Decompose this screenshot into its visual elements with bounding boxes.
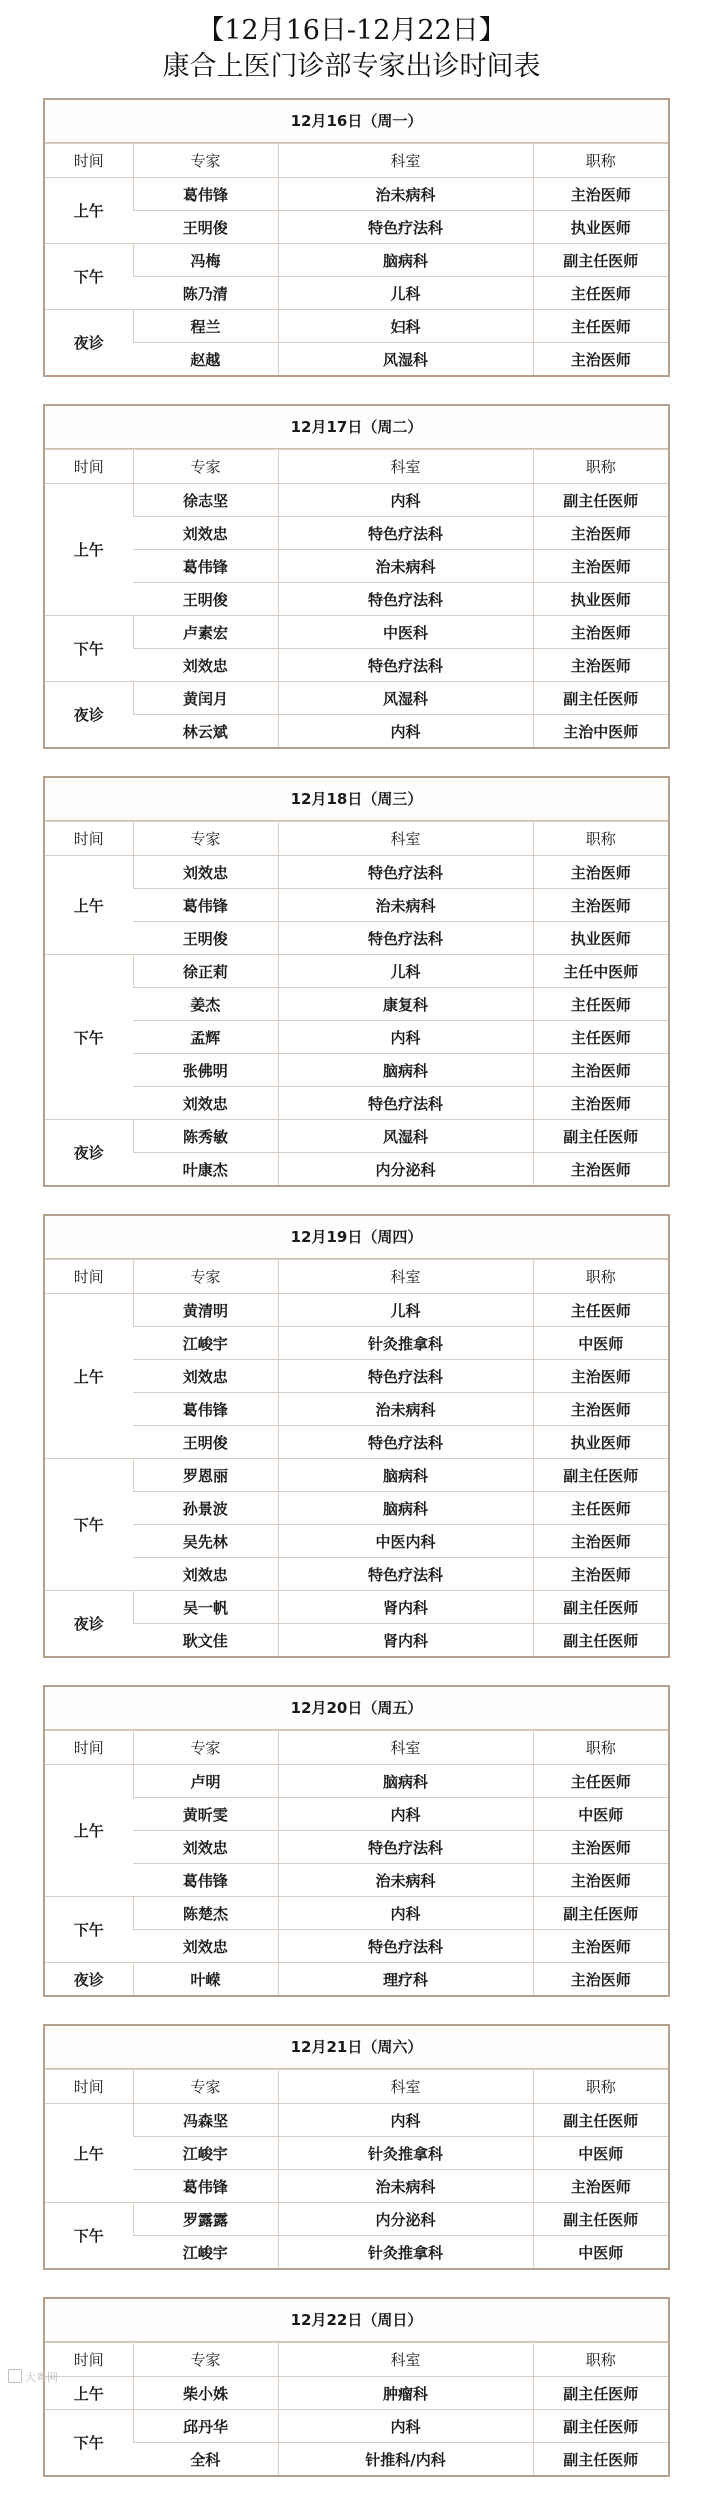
expert-cell: 王明俊	[133, 922, 278, 955]
expert-cell: 张佛明	[133, 1054, 278, 1087]
header-row	[45, 2343, 668, 2377]
expert-cell: 孟辉	[133, 1021, 278, 1054]
day-schedule-card	[43, 776, 670, 1187]
department-cell: 内科	[278, 1798, 533, 1831]
header-time: 时间	[45, 1260, 133, 1294]
table-row	[45, 1087, 668, 1120]
table-row	[45, 310, 668, 343]
day-schedule-card	[43, 2297, 670, 2477]
title-cell: 主治医师	[533, 517, 668, 550]
department-cell: 特色疗法科	[278, 649, 533, 682]
table-row	[45, 2443, 668, 2476]
time-period-cell: 下午	[45, 955, 133, 1120]
header-expert: 专家	[133, 144, 278, 178]
expert-cell: 葛伟锋	[133, 1864, 278, 1897]
header-time: 时间	[45, 2343, 133, 2377]
department-cell: 特色疗法科	[278, 1831, 533, 1864]
department-cell: 针灸推拿科	[278, 1327, 533, 1360]
table-row	[45, 517, 668, 550]
header-time: 时间	[45, 144, 133, 178]
table-row	[45, 889, 668, 922]
time-period-cell: 夜诊	[45, 1120, 133, 1186]
table-row	[45, 616, 668, 649]
header-department: 科室	[278, 1260, 533, 1294]
department-cell: 内科	[278, 484, 533, 517]
table-row	[45, 178, 668, 211]
table-row	[45, 211, 668, 244]
table-row	[45, 1897, 668, 1930]
expert-cell: 陈秀敏	[133, 1120, 278, 1153]
title-cell: 副主任医师	[533, 1591, 668, 1624]
expert-cell: 刘效忠	[133, 1087, 278, 1120]
department-cell: 肾内科	[278, 1591, 533, 1624]
table-row	[45, 1393, 668, 1426]
expert-cell: 刘效忠	[133, 649, 278, 682]
schedule-table	[45, 449, 668, 747]
title-cell: 主治医师	[533, 1930, 668, 1963]
title-cell: 主治医师	[533, 889, 668, 922]
title-cell: 执业医师	[533, 583, 668, 616]
time-period-cell: 上午	[45, 484, 133, 616]
expert-cell: 刘效忠	[133, 517, 278, 550]
table-row	[45, 1294, 668, 1327]
expert-cell: 王明俊	[133, 211, 278, 244]
table-row	[45, 1930, 668, 1963]
table-row	[45, 484, 668, 517]
table-row	[45, 856, 668, 889]
day-date-heading: 12月21日（周六）	[45, 2026, 668, 2069]
department-cell: 针推科/内科	[278, 2443, 533, 2476]
table-row	[45, 1864, 668, 1897]
time-period-cell: 下午	[45, 244, 133, 310]
table-row	[45, 2137, 668, 2170]
department-cell: 特色疗法科	[278, 1930, 533, 1963]
time-period-cell: 上午	[45, 2377, 133, 2410]
title-cell: 中医师	[533, 1327, 668, 1360]
header-time: 时间	[45, 1731, 133, 1765]
title-cell: 副主任医师	[533, 2410, 668, 2443]
table-row	[45, 715, 668, 748]
expert-cell: 葛伟锋	[133, 550, 278, 583]
table-row	[45, 343, 668, 376]
table-row	[45, 583, 668, 616]
header-expert: 专家	[133, 2343, 278, 2377]
title-cell: 主治医师	[533, 178, 668, 211]
expert-cell: 陈乃清	[133, 277, 278, 310]
title-cell: 中医师	[533, 1798, 668, 1831]
table-row	[45, 2236, 668, 2269]
department-cell: 脑病科	[278, 1492, 533, 1525]
expert-cell: 孙景波	[133, 1492, 278, 1525]
title-cell: 主治医师	[533, 1087, 668, 1120]
expert-cell: 葛伟锋	[133, 889, 278, 922]
expert-cell: 邱丹华	[133, 2410, 278, 2443]
time-period-cell: 夜诊	[45, 310, 133, 376]
time-period-cell: 夜诊	[45, 1591, 133, 1657]
title-cell: 主治医师	[533, 649, 668, 682]
expert-cell: 徐志坚	[133, 484, 278, 517]
header-title: 职称	[533, 1260, 668, 1294]
time-period-cell: 下午	[45, 2203, 133, 2269]
title-cell: 执业医师	[533, 211, 668, 244]
title-cell: 主治医师	[533, 616, 668, 649]
table-row	[45, 1558, 668, 1591]
page-title: 康合上医门诊部专家出诊时间表	[162, 51, 541, 82]
header-title: 职称	[533, 2070, 668, 2104]
header-department: 科室	[278, 2343, 533, 2377]
department-cell: 治未病科	[278, 1393, 533, 1426]
department-cell: 儿科	[278, 277, 533, 310]
table-row	[45, 1120, 668, 1153]
table-row	[45, 1360, 668, 1393]
expert-cell: 黄清明	[133, 1294, 278, 1327]
title-cell: 主治医师	[533, 1963, 668, 1996]
department-cell: 特色疗法科	[278, 517, 533, 550]
department-cell: 特色疗法科	[278, 856, 533, 889]
department-cell: 特色疗法科	[278, 1360, 533, 1393]
header-title: 职称	[533, 450, 668, 484]
schedule-table	[45, 2342, 668, 2475]
time-period-cell: 上午	[45, 856, 133, 955]
department-cell: 妇科	[278, 310, 533, 343]
header-time: 时间	[45, 450, 133, 484]
table-row	[45, 1525, 668, 1558]
table-row	[45, 244, 668, 277]
expert-cell: 吴一帆	[133, 1591, 278, 1624]
title-cell: 主任医师	[533, 310, 668, 343]
header-time: 时间	[45, 2070, 133, 2104]
time-period-cell: 下午	[45, 1897, 133, 1963]
department-cell: 内分泌科	[278, 1153, 533, 1186]
department-cell: 特色疗法科	[278, 1087, 533, 1120]
table-row	[45, 2203, 668, 2236]
table-row	[45, 1492, 668, 1525]
title-cell: 主任医师	[533, 988, 668, 1021]
title-cell: 副主任医师	[533, 1897, 668, 1930]
watermark-text: 大粤网	[25, 2371, 58, 2384]
department-cell: 内科	[278, 2104, 533, 2137]
watermark	[8, 2369, 58, 2385]
expert-cell: 王明俊	[133, 583, 278, 616]
department-cell: 治未病科	[278, 1864, 533, 1897]
department-cell: 儿科	[278, 955, 533, 988]
expert-cell: 王明俊	[133, 1426, 278, 1459]
department-cell: 治未病科	[278, 889, 533, 922]
department-cell: 儿科	[278, 1294, 533, 1327]
table-row	[45, 1021, 668, 1054]
title-cell: 主任医师	[533, 1021, 668, 1054]
title-cell: 主治医师	[533, 1525, 668, 1558]
time-period-cell: 夜诊	[45, 682, 133, 748]
table-row	[45, 1798, 668, 1831]
expert-cell: 刘效忠	[133, 1360, 278, 1393]
department-cell: 特色疗法科	[278, 1426, 533, 1459]
time-period-cell: 上午	[45, 2104, 133, 2203]
schedule-table	[45, 1259, 668, 1656]
title-cell: 主任医师	[533, 1492, 668, 1525]
expert-cell: 刘效忠	[133, 1831, 278, 1864]
schedule-list	[43, 98, 670, 2504]
title-cell: 主治医师	[533, 1864, 668, 1897]
header-expert: 专家	[133, 822, 278, 856]
header-title: 职称	[533, 144, 668, 178]
day-schedule-card	[43, 1214, 670, 1658]
department-cell: 风湿科	[278, 1120, 533, 1153]
expert-cell: 徐正莉	[133, 955, 278, 988]
header-title: 职称	[533, 1731, 668, 1765]
department-cell: 脑病科	[278, 244, 533, 277]
header-expert: 专家	[133, 1260, 278, 1294]
table-row	[45, 1831, 668, 1864]
title-cell: 主任医师	[533, 1294, 668, 1327]
expert-cell: 江峻宇	[133, 1327, 278, 1360]
expert-cell: 罗露露	[133, 2203, 278, 2236]
title-cell: 主治医师	[533, 856, 668, 889]
department-cell: 内科	[278, 1897, 533, 1930]
title-cell: 副主任医师	[533, 1624, 668, 1657]
title-cell: 主治医师	[533, 1153, 668, 1186]
department-cell: 理疗科	[278, 1963, 533, 1996]
day-schedule-card	[43, 404, 670, 749]
header-row	[45, 1260, 668, 1294]
title-cell: 主治医师	[533, 343, 668, 376]
department-cell: 内科	[278, 2410, 533, 2443]
department-cell: 特色疗法科	[278, 583, 533, 616]
department-cell: 治未病科	[278, 2170, 533, 2203]
expert-cell: 卢素宏	[133, 616, 278, 649]
expert-cell: 叶康杰	[133, 1153, 278, 1186]
schedule-table	[45, 821, 668, 1185]
title-cell: 副主任医师	[533, 682, 668, 715]
department-cell: 特色疗法科	[278, 1558, 533, 1591]
table-row	[45, 649, 668, 682]
expert-cell: 江峻宇	[133, 2137, 278, 2170]
table-row	[45, 1591, 668, 1624]
table-row	[45, 1153, 668, 1186]
expert-cell: 刘效忠	[133, 1930, 278, 1963]
table-row	[45, 682, 668, 715]
title-cell: 主治医师	[533, 1558, 668, 1591]
department-cell: 脑病科	[278, 1459, 533, 1492]
expert-cell: 冯森坚	[133, 2104, 278, 2137]
expert-cell: 程兰	[133, 310, 278, 343]
header-department: 科室	[278, 1731, 533, 1765]
time-period-cell: 下午	[45, 616, 133, 682]
header-title: 职称	[533, 2343, 668, 2377]
table-row	[45, 922, 668, 955]
title-cell: 主治中医师	[533, 715, 668, 748]
table-row	[45, 1765, 668, 1798]
table-row	[45, 2104, 668, 2137]
department-cell: 针灸推拿科	[278, 2137, 533, 2170]
table-row	[45, 1459, 668, 1492]
department-cell: 风湿科	[278, 343, 533, 376]
department-cell: 脑病科	[278, 1054, 533, 1087]
department-cell: 脑病科	[278, 1765, 533, 1798]
expert-cell: 黄昕雯	[133, 1798, 278, 1831]
table-row	[45, 550, 668, 583]
header-row	[45, 144, 668, 178]
title-cell: 副主任医师	[533, 484, 668, 517]
header-expert: 专家	[133, 450, 278, 484]
department-cell: 治未病科	[278, 178, 533, 211]
header-title: 职称	[533, 822, 668, 856]
title-cell: 主任医师	[533, 277, 668, 310]
header-department: 科室	[278, 450, 533, 484]
day-date-heading: 12月19日（周四）	[45, 1216, 668, 1259]
schedule-table	[45, 143, 668, 375]
department-cell: 内分泌科	[278, 2203, 533, 2236]
time-period-cell: 上午	[45, 178, 133, 244]
title-cell: 副主任医师	[533, 2203, 668, 2236]
expert-cell: 罗恩丽	[133, 1459, 278, 1492]
department-cell: 特色疗法科	[278, 922, 533, 955]
expert-cell: 葛伟锋	[133, 2170, 278, 2203]
table-row	[45, 1963, 668, 1996]
table-row	[45, 1426, 668, 1459]
day-date-heading: 12月18日（周三）	[45, 778, 668, 821]
expert-cell: 林云斌	[133, 715, 278, 748]
table-row	[45, 1624, 668, 1657]
expert-cell: 全科	[133, 2443, 278, 2476]
header-department: 科室	[278, 822, 533, 856]
title-cell: 主任医师	[533, 1765, 668, 1798]
expert-cell: 柴小姝	[133, 2377, 278, 2410]
day-date-heading: 12月17日（周二）	[45, 406, 668, 449]
title-cell: 副主任医师	[533, 2104, 668, 2137]
title-cell: 执业医师	[533, 922, 668, 955]
department-cell: 针灸推拿科	[278, 2236, 533, 2269]
department-cell: 康复科	[278, 988, 533, 1021]
expert-cell: 刘效忠	[133, 1558, 278, 1591]
expert-cell: 黄闰月	[133, 682, 278, 715]
header-department: 科室	[278, 2070, 533, 2104]
expert-cell: 葛伟锋	[133, 1393, 278, 1426]
page-title-dates: 【12月16日-12月22日】	[197, 15, 506, 46]
header-row	[45, 1731, 668, 1765]
expert-cell: 耿文佳	[133, 1624, 278, 1657]
expert-cell: 陈楚杰	[133, 1897, 278, 1930]
title-cell: 主治医师	[533, 1054, 668, 1087]
title-cell: 执业医师	[533, 1426, 668, 1459]
expert-cell: 刘效忠	[133, 856, 278, 889]
header-time: 时间	[45, 822, 133, 856]
department-cell: 中医科	[278, 616, 533, 649]
time-period-cell: 下午	[45, 1459, 133, 1591]
day-date-heading: 12月20日（周五）	[45, 1687, 668, 1730]
title-cell: 副主任医师	[533, 2377, 668, 2410]
title-cell: 中医师	[533, 2236, 668, 2269]
table-row	[45, 2377, 668, 2410]
table-row	[45, 277, 668, 310]
title-cell: 副主任医师	[533, 1459, 668, 1492]
header-expert: 专家	[133, 2070, 278, 2104]
table-row	[45, 988, 668, 1021]
watermark-logo-icon	[8, 2369, 22, 2383]
time-period-cell: 上午	[45, 1294, 133, 1459]
table-row	[45, 1327, 668, 1360]
title-cell: 主治医师	[533, 550, 668, 583]
department-cell: 特色疗法科	[278, 211, 533, 244]
day-schedule-card	[43, 1685, 670, 1997]
table-row	[45, 1054, 668, 1087]
department-cell: 治未病科	[278, 550, 533, 583]
day-schedule-card	[43, 2024, 670, 2270]
day-schedule-card	[43, 98, 670, 377]
header-row	[45, 450, 668, 484]
title-cell: 中医师	[533, 2137, 668, 2170]
department-cell: 风湿科	[278, 682, 533, 715]
department-cell: 肿瘤科	[278, 2377, 533, 2410]
department-cell: 中医内科	[278, 1525, 533, 1558]
table-row	[45, 2170, 668, 2203]
title-cell: 主任中医师	[533, 955, 668, 988]
department-cell: 内科	[278, 1021, 533, 1054]
expert-cell: 赵越	[133, 343, 278, 376]
header-row	[45, 2070, 668, 2104]
title-cell: 副主任医师	[533, 2443, 668, 2476]
title-cell: 主治医师	[533, 1360, 668, 1393]
expert-cell: 江峻宇	[133, 2236, 278, 2269]
title-cell: 副主任医师	[533, 244, 668, 277]
table-row	[45, 955, 668, 988]
time-period-cell: 下午	[45, 2410, 133, 2476]
title-cell: 主治医师	[533, 1393, 668, 1426]
expert-cell: 葛伟锋	[133, 178, 278, 211]
header-row	[45, 822, 668, 856]
department-cell: 肾内科	[278, 1624, 533, 1657]
title-cell: 副主任医师	[533, 1120, 668, 1153]
day-date-heading: 12月22日（周日）	[45, 2299, 668, 2342]
day-date-heading: 12月16日（周一）	[45, 100, 668, 143]
expert-cell: 吴先林	[133, 1525, 278, 1558]
table-row	[45, 2410, 668, 2443]
header-expert: 专家	[133, 1731, 278, 1765]
expert-cell: 冯梅	[133, 244, 278, 277]
title-cell: 主治医师	[533, 2170, 668, 2203]
schedule-table	[45, 2069, 668, 2268]
department-cell: 内科	[278, 715, 533, 748]
time-period-cell: 上午	[45, 1765, 133, 1897]
title-cell: 主治医师	[533, 1831, 668, 1864]
expert-cell: 叶嵘	[133, 1963, 278, 1996]
expert-cell: 卢明	[133, 1765, 278, 1798]
expert-cell: 姜杰	[133, 988, 278, 1021]
time-period-cell: 夜诊	[45, 1963, 133, 1996]
header-department: 科室	[278, 144, 533, 178]
schedule-table	[45, 1730, 668, 1995]
